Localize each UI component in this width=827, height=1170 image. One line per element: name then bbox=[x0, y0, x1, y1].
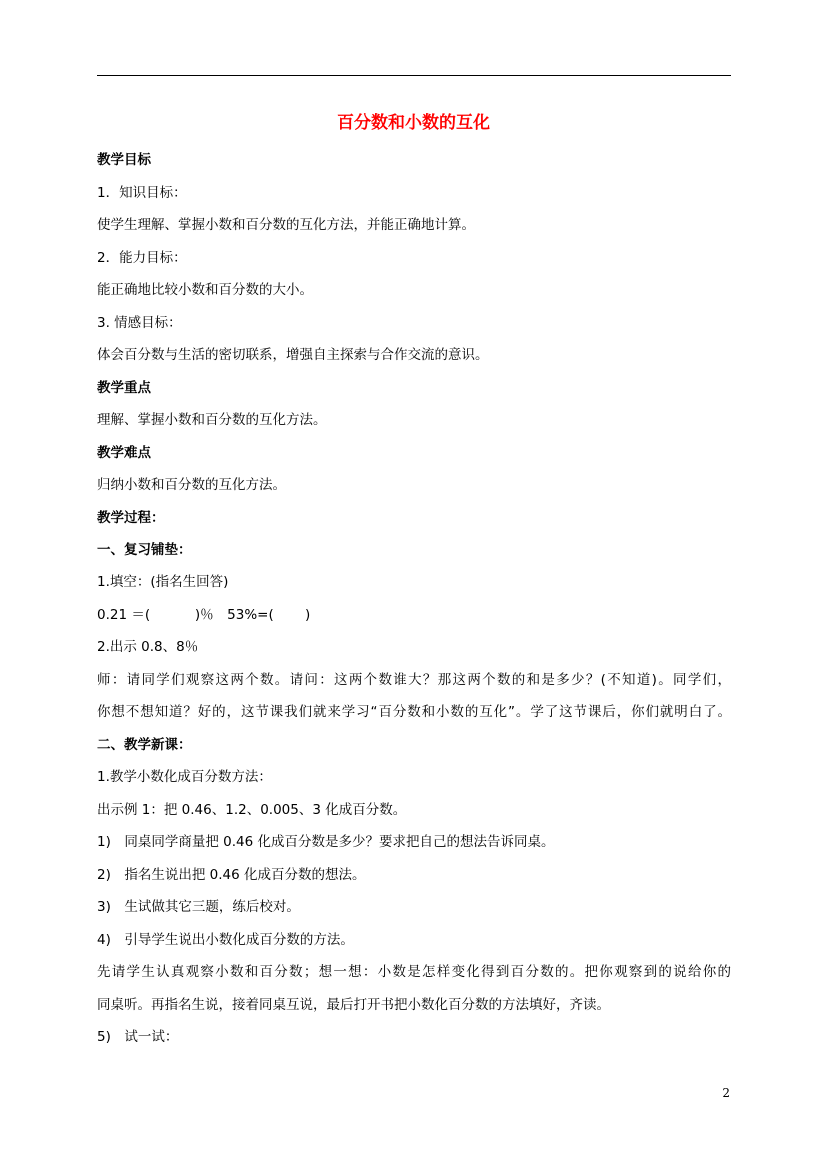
goal-ability-text: 能正确地比较小数和百分数的大小。 bbox=[97, 282, 313, 298]
review-show-numbers: 2.出示 0.8、8％ bbox=[97, 639, 199, 655]
page-number: 2 bbox=[722, 1086, 730, 1100]
teacher-paragraph-line-1: 师：请同学们观察这两个数。请问：这两个数谁大？那这两个数的和是多少？(不知道)。同学们， bbox=[97, 672, 731, 688]
observe-paragraph-line-2: 同桌听。再指名生说，接着同桌互说，最后打开书把小数化百分数的方法填好，齐读。 bbox=[97, 997, 610, 1013]
goal-knowledge-text: 使学生理解、掌握小数和百分数的互化方法，并能正确地计算。 bbox=[97, 217, 475, 233]
step-3: 3) 生试做其它三题，练后校对。 bbox=[97, 899, 300, 915]
heading-new-lesson: 二、教学新课： bbox=[97, 737, 192, 753]
header-rule bbox=[97, 75, 731, 76]
observe-paragraph-line-1: 先请学生认真观察小数和百分数；想一想：小数是怎样变化得到百分数的。把你观察到的说给你的 bbox=[97, 964, 731, 980]
heading-teaching-goals: 教学目标 bbox=[97, 152, 151, 168]
heading-review: 一、复习铺垫： bbox=[97, 542, 192, 558]
step-1: 1) 同桌同学商量把 0.46 化成百分数是多少？要求把自己的想法告诉同桌。 bbox=[97, 834, 555, 850]
difficulties-text: 归纳小数和百分数的互化方法。 bbox=[97, 477, 286, 493]
review-fill-blank: 1.填空：(指名生回答) bbox=[97, 574, 229, 590]
step-4: 4) 引导学生说出小数化成百分数的方法。 bbox=[97, 932, 354, 948]
document-title: 百分数和小数的互化 bbox=[337, 113, 490, 133]
step-2: 2) 指名生说出把 0.46 化成百分数的想法。 bbox=[97, 867, 366, 883]
goal-ability-label: 2．能力目标： bbox=[97, 250, 187, 266]
teacher-paragraph-line-2: 你想不想知道？好的，这节课我们就来学习“百分数和小数的互化”。学了这节课后，你们就明白了。 bbox=[97, 704, 731, 720]
review-exercise: 0.21 ＝( )％ 53%=( ) bbox=[97, 607, 311, 623]
heading-key-points: 教学重点 bbox=[97, 380, 151, 396]
key-points-text: 理解、掌握小数和百分数的互化方法。 bbox=[97, 412, 327, 428]
example-1: 出示例 1：把 0.46、1.2、0.005、3 化成百分数。 bbox=[97, 802, 407, 818]
heading-difficulties: 教学难点 bbox=[97, 445, 151, 461]
new-lesson-method: 1.教学小数化成百分数方法： bbox=[97, 769, 272, 785]
heading-process: 教学过程： bbox=[97, 510, 165, 526]
goal-emotion-text: 体会百分数与生活的密切联系，增强自主探索与合作交流的意识。 bbox=[97, 347, 489, 363]
step-5: 5) 试一试： bbox=[97, 1029, 179, 1045]
goal-emotion-label: 3. 情感目标： bbox=[97, 315, 182, 331]
goal-knowledge-label: 1．知识目标： bbox=[97, 185, 187, 201]
